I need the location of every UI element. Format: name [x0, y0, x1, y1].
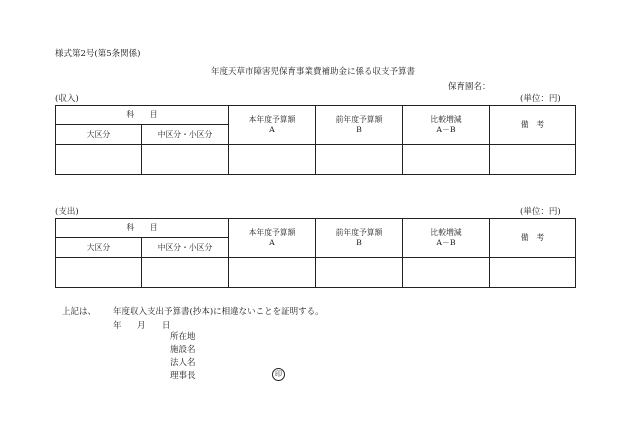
- certification-statement: 年度収入支出予算書(抄本)に相違ないことを証明する。: [113, 307, 324, 317]
- expense-header-compare: 比較増減 A－B: [403, 219, 490, 258]
- expense-table: [55, 218, 576, 288]
- income-cell-major: [56, 145, 142, 175]
- facility-name-label: 保育園名：: [448, 82, 491, 92]
- certification-prefix: 上記は、: [62, 307, 97, 317]
- income-cell-minor: [142, 145, 229, 175]
- expense-cell-major: [56, 258, 142, 288]
- expense-cell-remarks: [490, 258, 576, 288]
- date-year-label: 年: [113, 321, 122, 331]
- income-header-minor: 中区分・小区分: [142, 125, 229, 145]
- income-cell-previous: [316, 145, 403, 175]
- income-table: [55, 105, 576, 175]
- expense-header-remarks: 備 考: [490, 219, 576, 258]
- date-month-label: 月: [137, 321, 146, 331]
- form-number: 様式第2号(第5条関係): [55, 49, 141, 59]
- income-header-compare: 比較増減 A－B: [403, 106, 490, 145]
- expense-header-minor: 中区分・小区分: [142, 238, 229, 258]
- date-day-label: 日: [162, 321, 171, 331]
- expense-cell-minor: [142, 258, 229, 288]
- expense-cell-compare: [403, 258, 490, 288]
- address-label: 所在地: [170, 332, 196, 342]
- income-section-label: (収入): [55, 94, 79, 104]
- income-cell-compare: [403, 145, 490, 175]
- income-header-previous: 前年度予算額 B: [316, 106, 403, 145]
- income-header-current: 本年度予算額 A: [229, 106, 316, 145]
- income-cell-current: [229, 145, 316, 175]
- expense-unit-label: (単位：円): [520, 207, 561, 217]
- facility-label: 施設名: [170, 345, 196, 355]
- income-header-major: 大区分: [56, 125, 142, 145]
- expense-header-subject: 科 目: [56, 219, 229, 238]
- income-unit-label: (単位：円): [520, 94, 561, 104]
- director-label: 理事長: [170, 371, 196, 381]
- expense-header-previous: 前年度予算額 B: [316, 219, 403, 258]
- expense-header-current: 本年度予算額 A: [229, 219, 316, 258]
- expense-cell-previous: [316, 258, 403, 288]
- income-header-remarks: 備 考: [490, 106, 576, 145]
- expense-header-major: 大区分: [56, 238, 142, 258]
- income-cell-remarks: [490, 145, 576, 175]
- corporation-label: 法人名: [170, 358, 196, 368]
- document-title: 年度天草市障害児保育事業費補助金に係る収支予算書: [211, 67, 416, 77]
- income-header-subject: 科 目: [56, 106, 229, 125]
- expense-section-label: (支出): [55, 207, 79, 217]
- seal-mark: 印: [272, 368, 285, 381]
- expense-cell-current: [229, 258, 316, 288]
